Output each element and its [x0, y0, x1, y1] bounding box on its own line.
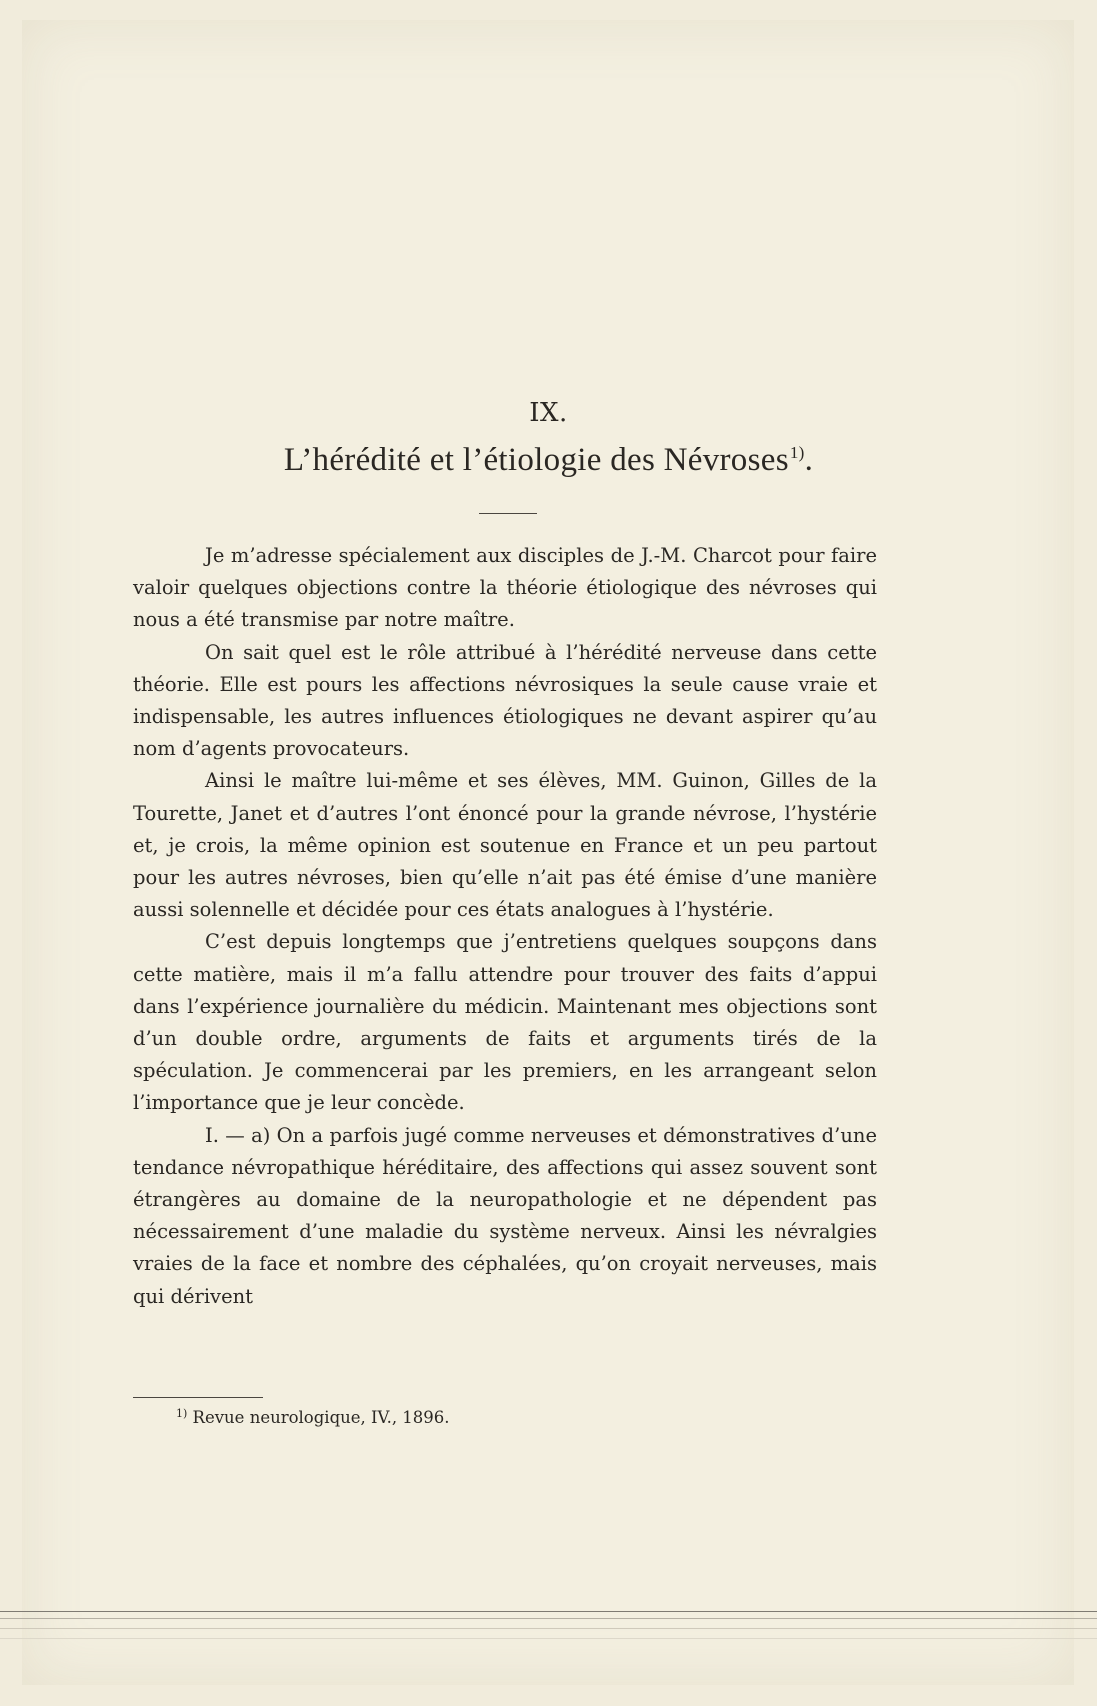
page-edge-line — [0, 1611, 1097, 1612]
footnote-reference: 1) — [789, 443, 805, 462]
footnote-divider — [133, 1397, 263, 1398]
paragraph: Ainsi le maître lui-même et ses élèves, MM. Guinon, Gilles de la Tourette, Janet et d’autres l’ont énoncé pour la grande névrose, l’hystérie et, je crois, la même opinion est soutenue en France et un peu partout pour les autres névroses, bien qu’elle n’ait pas été émise d’une manière aussi solennelle et décidée pour ces états analogues à l’hystérie. — [133, 769, 877, 922]
page-edge-line — [0, 1628, 1097, 1629]
paragraph: Je m’adresse spécialement aux disciples de J.-M. Charcot pour faire valoir quelques objections contre la théorie étiologique des névroses qui nous a été transmise par notre maître. — [133, 544, 877, 632]
section-number: IX. — [529, 398, 568, 428]
footnote-text: Revue neurologique, IV., 1896. — [192, 1408, 450, 1427]
title-closing-period: . — [804, 442, 814, 478]
body-text — [133, 540, 877, 1313]
paragraph: I. — a) On a parfois jugé comme nerveuses et démonstratives d’une tendance névropathique héréditaire, des affections qui assez souvent sont étrangères au domaine de la neuropathologie et ne dépendent pas nécessairement d’une maladie du système nerveux. Ainsi les névralgies vraies de la face et nombre des céphalées, qu’on croyait nerveuses, mais qui dérivent — [133, 1123, 877, 1308]
chapter-title — [0, 442, 1097, 479]
footnote-marker: 1) — [176, 1407, 188, 1420]
page-edge-line — [0, 1618, 1097, 1619]
footnote — [176, 1402, 450, 1430]
page-edge-line — [0, 1638, 1097, 1639]
paragraph: On sait quel est le rôle attribué à l’hérédité nerveuse dans cette théorie. Elle est pours les affections névrosiques la seule cause vraie et indispensable, les autres influences étiologiques ne devant aspirer qu’au nom d’agents provocateurs. — [133, 640, 877, 761]
title-divider — [479, 513, 537, 514]
paragraph: C’est depuis longtemps que j’entretiens quelques soupçons dans cette matière, mais il m’a fallu attendre pour trouver des faits d’appui dans l’expérience journalière du médicin. Maintenant mes objections sont d’un double ordre, arguments de faits et arguments tirés de la spéculation. Je commencerai par les premiers, en les arrangeant selon l’importance que je leur concède. — [133, 930, 877, 1115]
chapter-title-text: L’hérédité et l’étiologie des Névroses — [283, 442, 789, 478]
